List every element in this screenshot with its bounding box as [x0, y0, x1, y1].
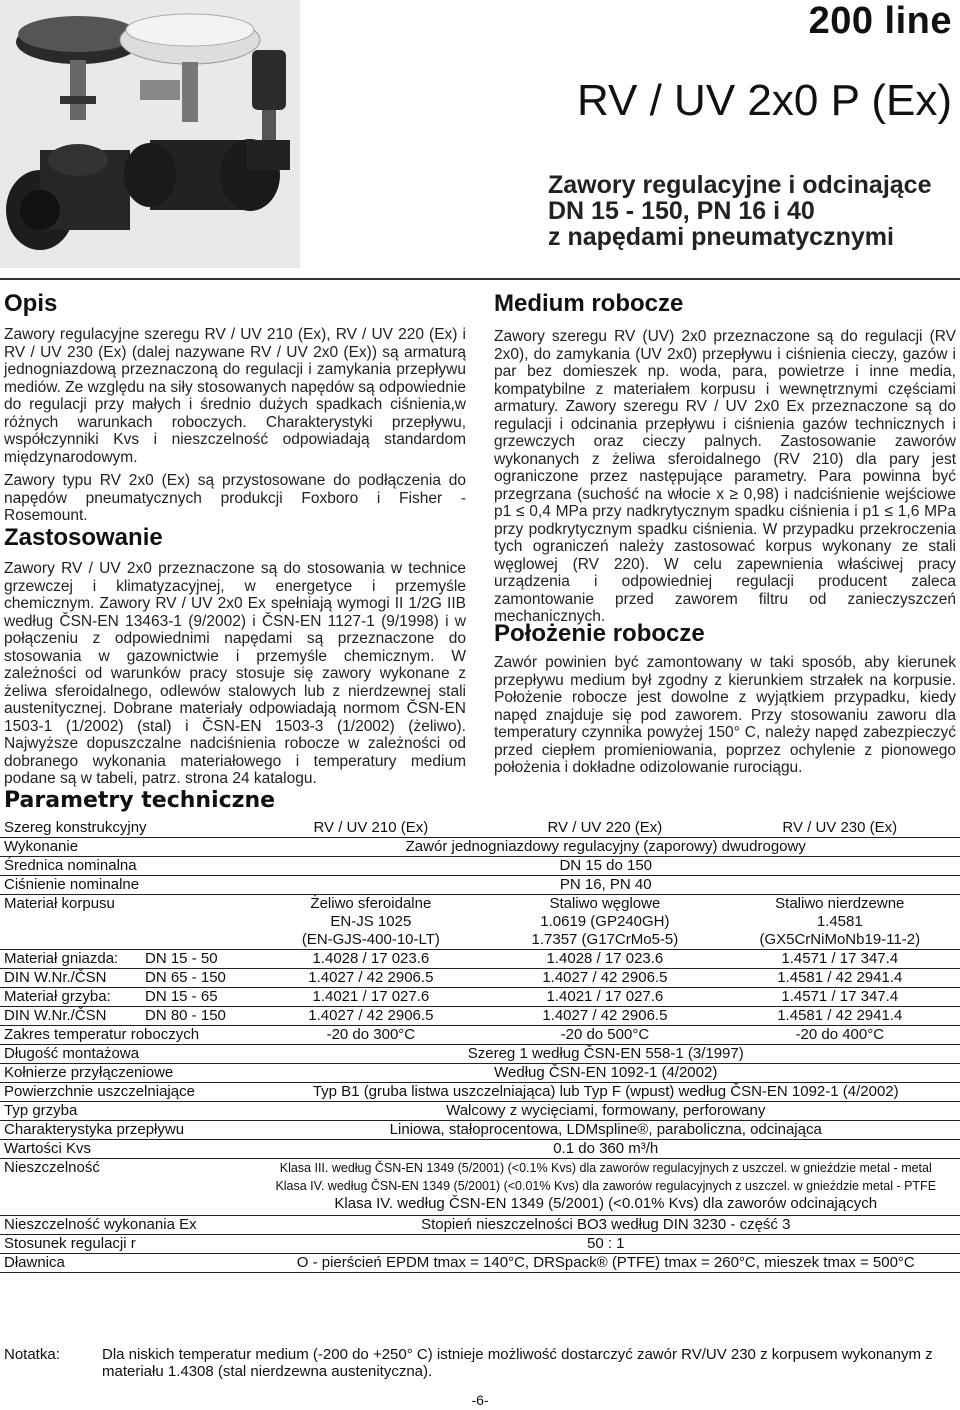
header-divider	[0, 278, 960, 280]
cell: Typ B1 (gruba listwa uszczelniająca) lub Typ F (wpust) według ČSN-EN 1092-1 (4/2002)	[252, 1083, 960, 1102]
cell-line: Żeliwo sferoidalne	[310, 895, 432, 912]
cell	[252, 1159, 960, 1216]
cell: 1.4027 / 42 2906.5	[490, 1007, 719, 1026]
cell: Zawór jednogniazdowy regulacyjny (zaporowy) dwudrogowy	[252, 838, 960, 857]
cell: -20 do 300°C	[252, 1026, 491, 1045]
label-text: Materiał grzyba:	[4, 988, 111, 1005]
label-text: DIN W.Nr./ČSN	[4, 1007, 107, 1024]
label-text: Materiał gniazda:	[4, 950, 119, 967]
row-label: Stosunek regulacji r	[0, 1235, 252, 1254]
medium-text	[494, 328, 956, 632]
medium-title: Medium robocze	[494, 290, 684, 317]
row-label	[0, 950, 252, 969]
cell: 1.4021 / 17 027.6	[490, 988, 719, 1007]
note-text: Dla niskich temperatur medium (-200 do +250° C) istnieje możliwość dostarczyć zawór RV/UV 230 z korpusem wykonanym z materiału 1.4308 (stal nierdzewna austenityczna).	[102, 1346, 933, 1380]
table-row	[0, 895, 960, 950]
table-row	[0, 1083, 960, 1102]
cell: 1.4028 / 17 023.6	[490, 950, 719, 969]
cell: 0.1 do 360 m³/h	[252, 1140, 960, 1159]
row-label: Nieszczelność wykonania Ex	[0, 1216, 252, 1235]
opis-paragraph-2: Zawory typu RV 2x0 (Ex) są przystosowane do podłączenia do napędów pneumatycznych produkcji Foxboro i Fisher - Rosemount.	[4, 472, 466, 524]
cell: Szereg 1 według ČSN-EN 558-1 (3/1997)	[252, 1045, 960, 1064]
cell-line: Klasa IV. według ČSN-EN 1349 (5/2001) (<0.01% Kvs) dla zaworów regulacyjnych z uszczel. w gnieździe metal - PTFE	[275, 1179, 937, 1193]
table-row	[0, 876, 960, 895]
table-row	[0, 819, 960, 838]
row-label: Dławnica	[0, 1254, 252, 1273]
row-label	[0, 969, 252, 988]
table-row	[0, 1007, 960, 1026]
cell: 1.4028 / 17 023.6	[252, 950, 491, 969]
zastosowanie-title: Zastosowanie	[4, 524, 163, 551]
cell-line: EN-JS 1025	[330, 913, 412, 930]
table-row	[0, 969, 960, 988]
cell-line: 1.7357 (G17CrMo5-5)	[531, 931, 679, 948]
row-label: Szereg konstrukcyjny	[0, 819, 252, 838]
note	[4, 1346, 954, 1380]
row-label: Ciśnienie nominalne	[0, 876, 252, 895]
cell	[252, 895, 491, 950]
model-title: RV / UV 2x0 P (Ex)	[577, 76, 952, 125]
zastosowanie-text	[4, 560, 466, 794]
cell: Stopień nieszczelności BO3 według DIN 3230 - część 3	[252, 1216, 960, 1235]
cell: O - pierścień EPDM tmax = 140°C, DRSpack® (PTFE) tmax = 260°C, mieszek tmax = 500°C	[252, 1254, 960, 1273]
row-label: Charakterystyka przepływu	[0, 1121, 252, 1140]
cell-line: (GX5CrNiMoNb19-11-2)	[759, 931, 921, 948]
table-row	[0, 838, 960, 857]
cell: Liniowa, stałoprocentowa, LDMspline®, paraboliczna, odcinająca	[252, 1121, 960, 1140]
table-row	[0, 1121, 960, 1140]
dn-range: DN 15 - 50	[145, 950, 218, 967]
table-row	[0, 1140, 960, 1159]
cell-line: 1.0619 (GP240GH)	[540, 913, 670, 930]
cell	[490, 895, 719, 950]
valves-illustration	[0, 0, 300, 268]
cell: RV / UV 220 (Ex)	[490, 819, 719, 838]
cell: 50 : 1	[252, 1235, 960, 1254]
row-label: Średnica nominalna	[0, 857, 252, 876]
table-row	[0, 857, 960, 876]
note-label: Notatka:	[4, 1346, 60, 1363]
params-title: Parametry techniczne	[4, 788, 276, 813]
table-row	[0, 1254, 960, 1273]
table-row	[0, 1159, 960, 1216]
row-label: Wartości Kvs	[0, 1140, 252, 1159]
medium-paragraph: Zawory szeregu RV (UV) 2x0 przeznaczone są do regulacji (RV 2x0), do zamykania (UV 2x0) przepływu i ciśnienia cieczy, gazów i par bez domieszek np. woda, para, powietrze i inne media, kompatybilne z materiałem korpusu i wewnętrznymi częściami armatury. Zawory szeregu RV / UV 2x0 Ex przeznaczone są do regulacji i odcinania przepływu i ciśnienia gazów technicznych i grzewczych oraz cieczy palnych. Zastosowanie zaworów wykonanych z żeliwa sferoidalnego (RV 210) dla pary jest ograniczone przez następujące parametry. Para powinna być przegrzana (suchość na włocie x ≥ 0,98) i nadciśnienie wejściowe p1 ≤ 0,4 MPa przy nadkrytycznym spadku ciśnienia i p1 ≤ 1,6 MPa przy podkrytycznym spadku ciśnienia. W przypadku przekroczenia tych ograniczeń należy zastosować korpus wykonany ze stali węglowej (RV 220). W celu zapewnienia właściwej pracy urządzenia i odpowiedniej regulacji producent zaleca zamontowanie przed zaworem filtru od zanieczyszczeń mechanicznych.	[494, 328, 956, 625]
cell-line: (EN-GJS-400-10-LT)	[301, 931, 440, 948]
cell: Według ČSN-EN 1092-1 (4/2002)	[252, 1064, 960, 1083]
cell: 1.4571 / 17 347.4	[720, 988, 960, 1007]
cell: DN 15 do 150	[252, 857, 960, 876]
cell	[720, 895, 960, 950]
row-label: Długość montażowa	[0, 1045, 252, 1064]
cell: 1.4027 / 42 2906.5	[490, 969, 719, 988]
row-label: Kołnierze przyłączeniowe	[0, 1064, 252, 1083]
cell: PN 16, PN 40	[252, 876, 960, 895]
table-row	[0, 1235, 960, 1254]
cell: RV / UV 210 (Ex)	[252, 819, 491, 838]
subtitle-line-3: z napędami pneumatycznymi	[548, 223, 894, 251]
cell: 1.4027 / 42 2906.5	[252, 1007, 491, 1026]
table-row	[0, 1216, 960, 1235]
cell: -20 do 400°C	[720, 1026, 960, 1045]
specs-table	[0, 819, 960, 1273]
cell: -20 do 500°C	[490, 1026, 719, 1045]
zastosowanie-paragraph: Zawory RV / UV 2x0 przeznaczone są do stosowania w technice grzewczej i klimatyzacyjnej, w energetyce i przemyśle chemicznym. Zawory RV / UV 2x0 Ex spełniają wymogi II 1/2G IIB według ČSN-EN 13463-1 (9/2002) i ČSN-EN 1127-1 (9/1998) i w połączeniu z odpowiednimi napędami są przeznaczone do stosowania w gazownictwie i przemyśle chemicznym. W zależności od warunków pracy stosuje się zawory wykonane z żeliwa sferoidalnego, odlewów stalowych lub z nierdzewnej stali austenitycznej. Dobrane materiały odpowiadają normom ČSN-EN 1503-1 (1/2002) (stal) i ČSN-EN 1503-3 (1/2002) (żeliwo). Najwyższe dopuszczalne nadciśnienia robocze w zależności od dobranego wykonania materiałowego i temperatury medium podane są w tabeli, patrz. strona 24 katalogu.	[4, 560, 466, 787]
polozenie-text	[494, 654, 956, 783]
opis-text	[4, 326, 466, 531]
table-row	[0, 988, 960, 1007]
dn-range: DN 80 - 150	[145, 1007, 226, 1024]
table-row	[0, 950, 960, 969]
series-title: 200 line	[808, 0, 952, 42]
table-row	[0, 1045, 960, 1064]
polozenie-title: Położenie robocze	[494, 620, 705, 647]
row-label	[0, 988, 252, 1007]
table-row	[0, 1026, 960, 1045]
cell: 1.4581 / 42 2941.4	[720, 969, 960, 988]
row-label: Powierzchnie uszczelniające	[0, 1083, 252, 1102]
cell-line: 1.4581	[816, 913, 863, 930]
table-row	[0, 1102, 960, 1121]
product-photo	[0, 0, 300, 268]
row-label: Typ grzyba	[0, 1102, 252, 1121]
page-number: -6-	[471, 1392, 489, 1408]
dn-range: DN 15 - 65	[145, 988, 218, 1005]
opis-title: Opis	[4, 290, 58, 317]
row-label	[0, 1007, 252, 1026]
cell-line: Klasa III. według ČSN-EN 1349 (5/2001) (<0.1% Kvs) dla zaworów regulacyjnych z uszczel. w gnieździe metal - metal	[279, 1161, 932, 1175]
cell: 1.4021 / 17 027.6	[252, 988, 491, 1007]
dn-range: DN 65 - 150	[145, 969, 226, 986]
row-label: Wykonanie	[0, 838, 252, 857]
row-label: Materiał korpusu	[0, 895, 252, 950]
cell: RV / UV 230 (Ex)	[720, 819, 960, 838]
subtitle	[548, 172, 931, 250]
cell: Walcowy z wycięciami, formowany, perforowany	[252, 1102, 960, 1121]
polozenie-paragraph: Zawór powinien być zamontowany w taki sposób, aby kierunek przepływu medium był zgodny z kierunkiem strzałek na korpusie. Położenie robocze jest dowolne z wyjątkiem przypadku, kiedy napęd znajduje się pod zaworem. Przy stosowaniu zaworu dla temperatury czynnika powyżej 150° C, należy napęd zabezpieczyć przed ciepłem promieniowania, poprzez ochylenie z pionowego położenia i dokładne odizolowanie rurociągu.	[494, 654, 956, 776]
cell: 1.4571 / 17 347.4	[720, 950, 960, 969]
subtitle-line-2: DN 15 - 150, PN 16 i 40	[548, 197, 815, 225]
opis-paragraph-1: Zawory regulacyjne szeregu RV / UV 210 (Ex), RV / UV 220 (Ex) i RV / UV 230 (Ex) (dalej nazywane RV / UV 2x0 (Ex)) są armaturą jednogniazdową przeznaczoną do regulacji i zamykania przepływu mediów. Ze względu na siły stosowanych napędów są odpowiednie do regulacji przy małych i średnio dużych spadkach ciśnienia,w różnych warunkach roboczych. Charakterystyki przepływu, współczynniki Kvs i nieszczelność odpowiadają standardom międzynarodowym.	[4, 326, 466, 466]
table-row	[0, 1064, 960, 1083]
cell: 1.4027 / 42 2906.5	[252, 969, 491, 988]
label-text: DIN W.Nr./ČSN	[4, 969, 107, 986]
cell: 1.4581 / 42 2941.4	[720, 1007, 960, 1026]
cell-line: Klasa IV. według ČSN-EN 1349 (5/2001) (<0.01% Kvs) dla zaworów odcinających	[334, 1195, 878, 1212]
cell-line: Staliwo nierdzewne	[775, 895, 905, 912]
row-label: Zakres temperatur roboczych	[0, 1026, 252, 1045]
cell-line: Staliwo węglowe	[549, 895, 661, 912]
subtitle-line-1: Zawory regulacyjne i odcinające	[548, 171, 932, 199]
row-label: Nieszczelność	[0, 1159, 252, 1216]
